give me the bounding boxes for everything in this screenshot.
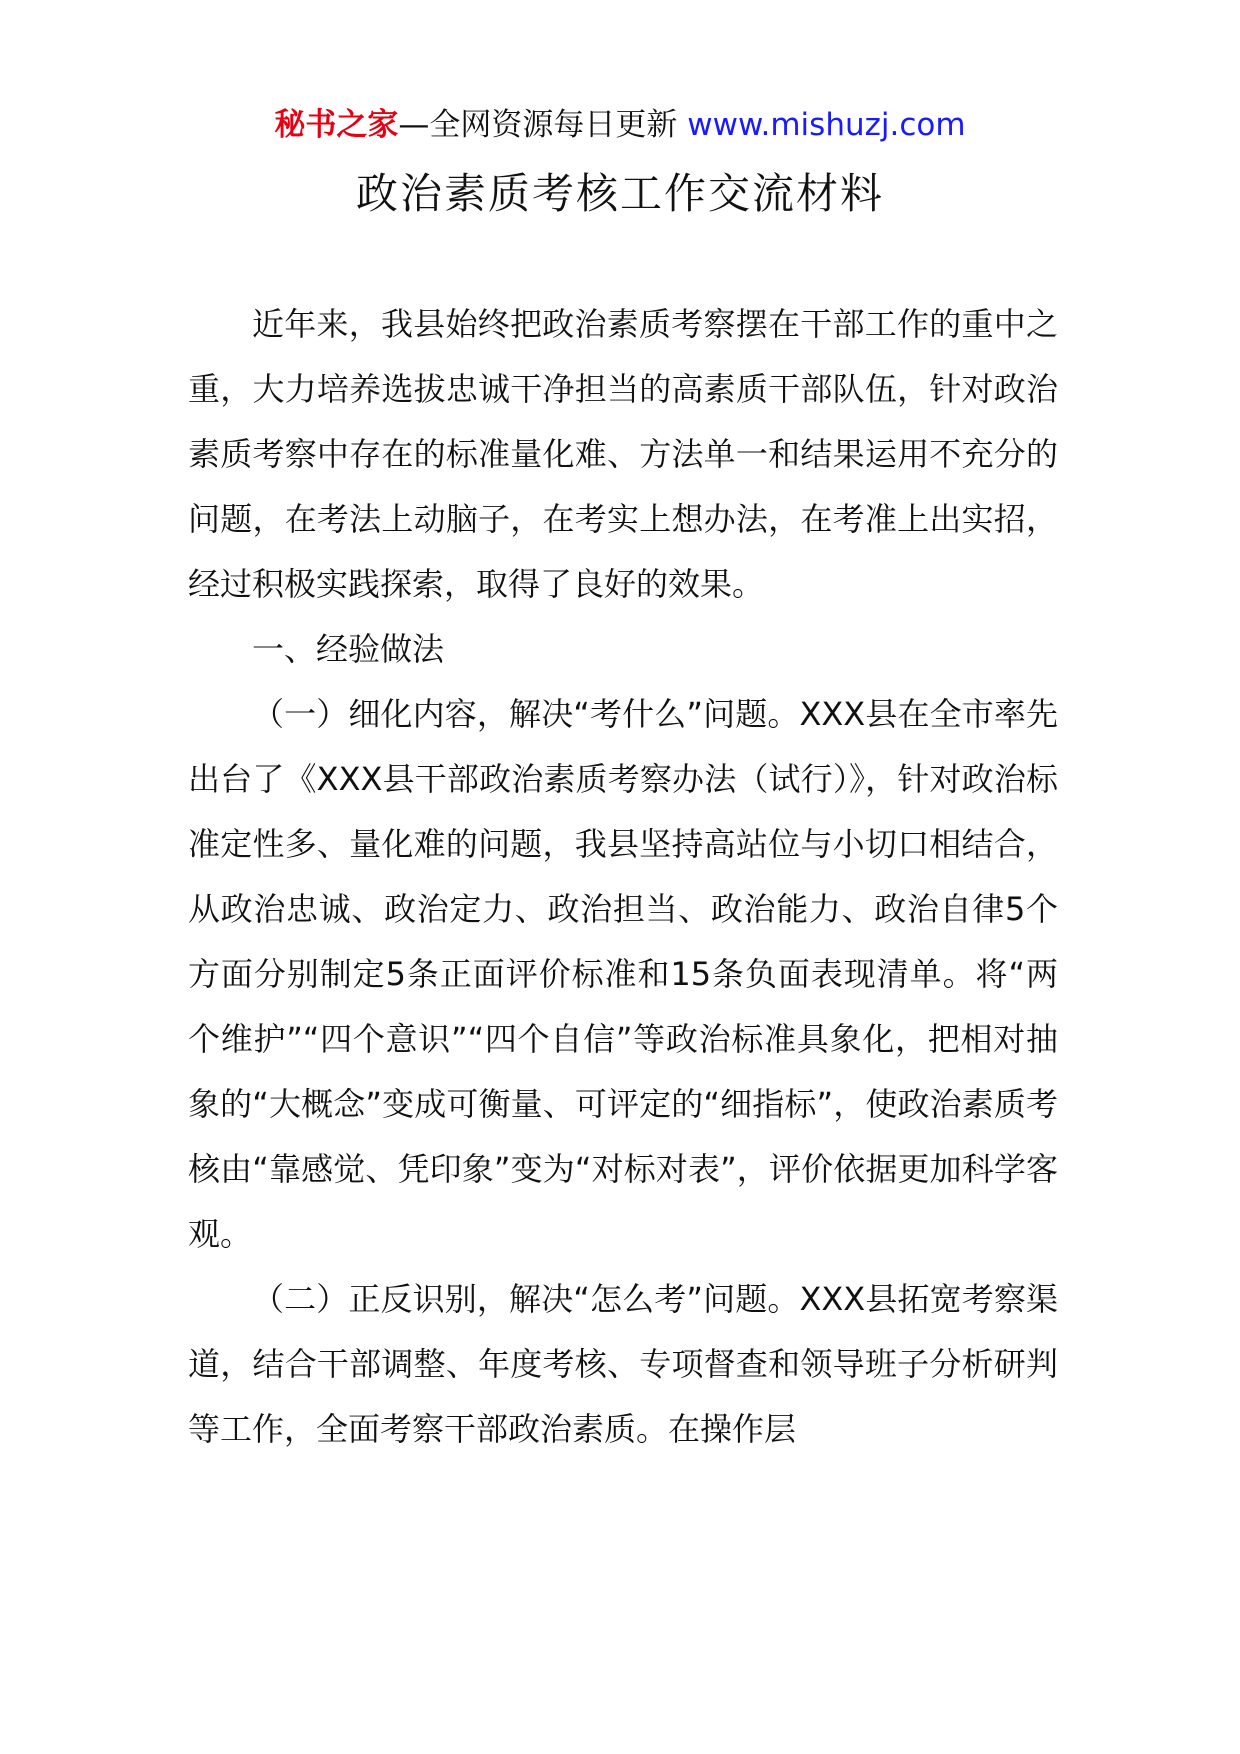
document-body — [188, 292, 1058, 1462]
header-tagline: —全网资源每日更新 — [398, 107, 678, 143]
document-title: 政治素质考核工作交流材料 — [355, 169, 884, 218]
brand-name: 秘书之家 — [274, 107, 399, 143]
subsection-paragraph-1: （一）细化内容，解决“考什么”问题。XXX县在全市率先出台了《XXX县干部政治素质考察办法（试行）》，针对政治标准定性多、量化难的问题，我县坚持高站位与小切口相结合，从政治忠诚、政治定力、政治担当、政治能力、政治自律5个方面分别制定5条正面评价标准和15条负面表现清单。将“两个维护”“四个意识”“四个自信”等政治标准具象化，把相对抽象的“大概念”变成可衡量、可评定的“细指标”，使政治素质考核由“靠感觉、凭印象”变为“对标对表”，评价依据更加科学客观。 — [188, 695, 1058, 1253]
section-heading: 一、经验做法 — [252, 630, 445, 668]
intro-paragraph: 近年来，我县始终把政治素质考察摆在干部工作的重中之重，大力培养选拔忠诚干净担当的高素质干部队伍，针对政治素质考察中存在的标准量化难、方法单一和结果运用不充分的问题，在考法上动脑子，在考实上想办法，在考准上出实招，经过积极实践探索，取得了良好的效果。 — [188, 305, 1058, 603]
site-url-link[interactable]: www.mishuzj.com — [687, 107, 966, 143]
subsection-paragraph-2: （二）正反识别，解决“怎么考”问题。XXX县拓宽考察渠道，结合干部调整、年度考核、专项督查和领导班子分析研判等工作，全面考察干部政治素质。在操作层 — [188, 1280, 1058, 1448]
page-header — [0, 100, 1240, 150]
